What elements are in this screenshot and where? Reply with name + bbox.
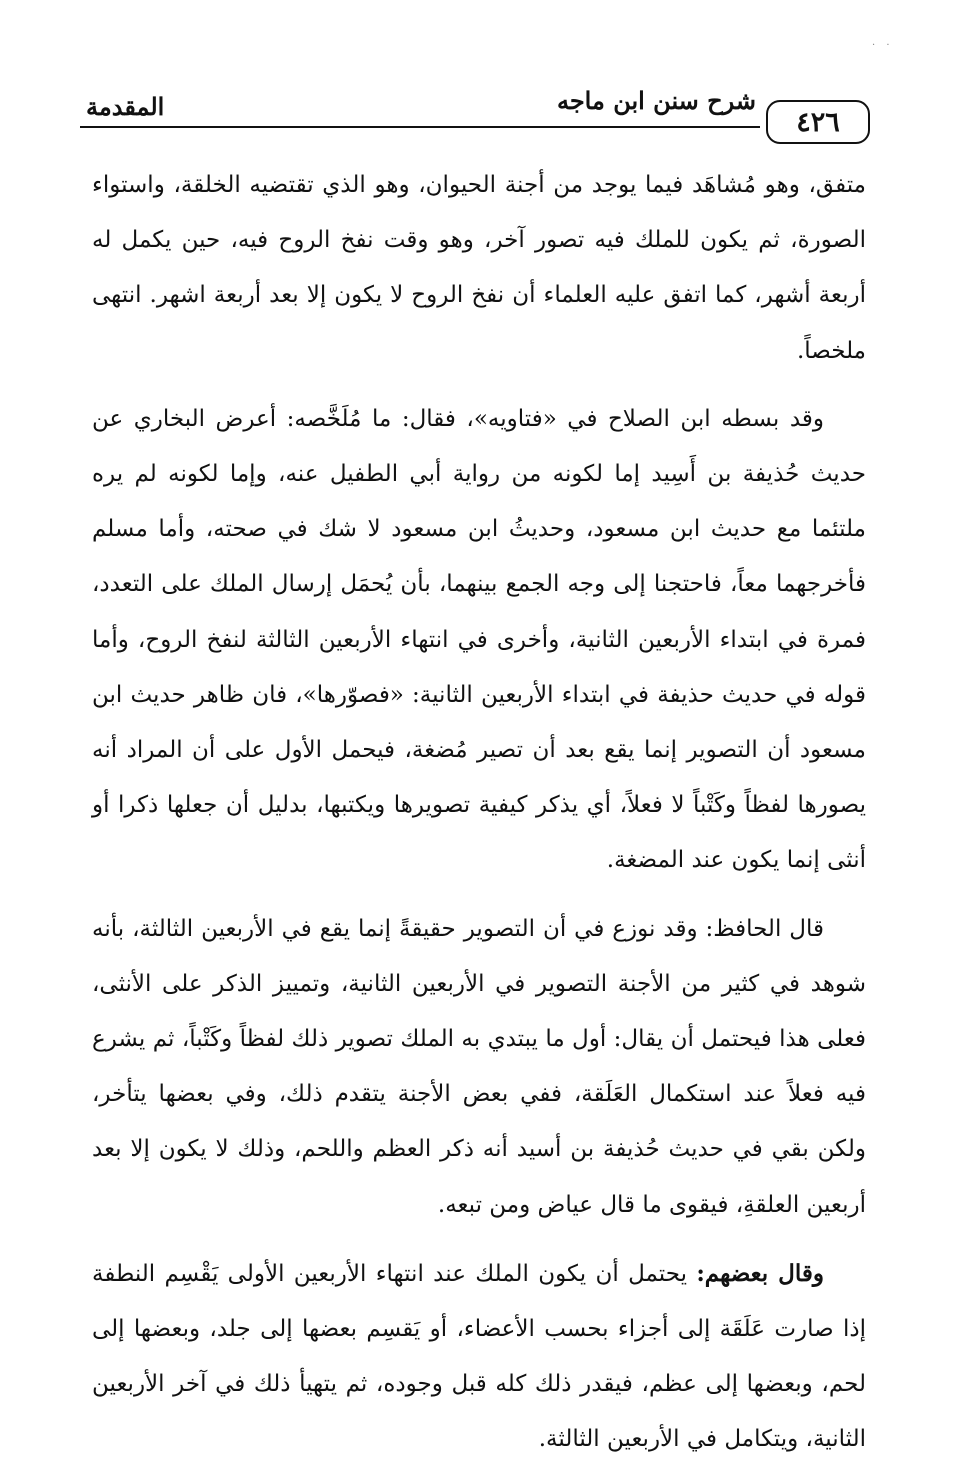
paragraph-3: قال الحافظ: وقد نوزع في أن التصوير حقيقةً إنما يقع في الأربعين الثالثة، بأنه شوهد في كثير من الأجنة التصوير في الأربعين الثانية، وتمييز الذكر على الأنثى، فعلى هذا فيحتمل أن يقال: أول ما يبتدي به الملك تصوير ذلك لفظاً وكَتْباً، ثم يشرع فيه فعلاً عند استكمال العَلَقة، ففي بعض الأجنة يتقدم ذلك، وفي بعضها يتأخر، ولكن بقي في حديث حُذيفة بن أسيد أنه ذكر العظم واللحم، وذلك لا يكون إلا بعد أربعين العلقةِ، فيقوى ما قال عياض ومن تبعه. [92,915,866,1218]
book-title: شرح سنن ابن ماجه [556,86,756,115]
paragraph-4 [92,1246,866,1468]
body-text [92,158,866,1468]
page-number: ٤٢٦ [766,100,870,144]
paragraph-2: وقد بسطه ابن الصلاح في «فتاويه»، فقال: ما مُلَخَّصه: أعرض البخاري عن حديث حُذيفة بن أَسِيد إما لكونه من رواية أبي الطفيل عنه، وإما لكونه لم يره ملتئما مع حديث ابن مسعود، وحديثُ ابن مسعود لا شك في صحته، وأما مسلم فأخرجهما معاً، فاحتجنا إلى وجه الجمع بينهما، بأن يُحمَل إرسال الملك على التعدد، فمرة في ابتداء الأربعين الثانية، وأخرى في انتهاء الأربعين الثالثة لنفخ الروح، وأما قوله في حديث حذيفة في ابتداء الأربعين الثانية: «فصوّرها»، فان ظاهر حديث ابن مسعود أن التصوير إنما يقع بعد أن تصير مُضغة، فيحمل الأول على أن المراد أنه يصورها لفظاً وكَتْباً لا فعلاً، أي يذكر كيفية تصويرها ويكتبها، بدليل أن جعلها ذكرا أو أنثى إنما يكون عند المضغة. [92,405,866,874]
paragraph-1: متفق، وهو مُشاهَد فيما يوجد من أجنة الحيوان، وهو الذي تقتضيه الخلقة، واستواء الصورة، ثم يكون للملك فيه تصور آخر، وهو وقت نفخ الروح فيه، حين يكمل له أربعة أشهر، كما اتفق عليه العلماء أن نفخ الروح لا يكون إلا بعد أربعة اشهر. انتهى ملخصاً. [92,172,866,364]
paragraph-4-lead: وقال بعضهم: [696,1259,824,1287]
scan-dots: · · [872,40,894,51]
chapter-title: المقدمة [86,92,165,121]
header-rule [80,126,760,128]
paragraph-4-text: يحتمل أن يكون الملك عند انتهاء الأربعين الأولى يَقْسِم النطفة إذا صارت عَلَقَة إلى أجزاء بحسب الأعضاء، أو يَقسِم بعضها إلى جلد، وبعضها إلى لحم، وبعضها إلى عظم، فيقدر ذلك كله قبل وجوده، ثم يتهيأ ذلك في آخر الأربعين الثانية، ويتكامل في الأربعين الثالثة. [92,1260,866,1453]
running-header [80,86,870,150]
